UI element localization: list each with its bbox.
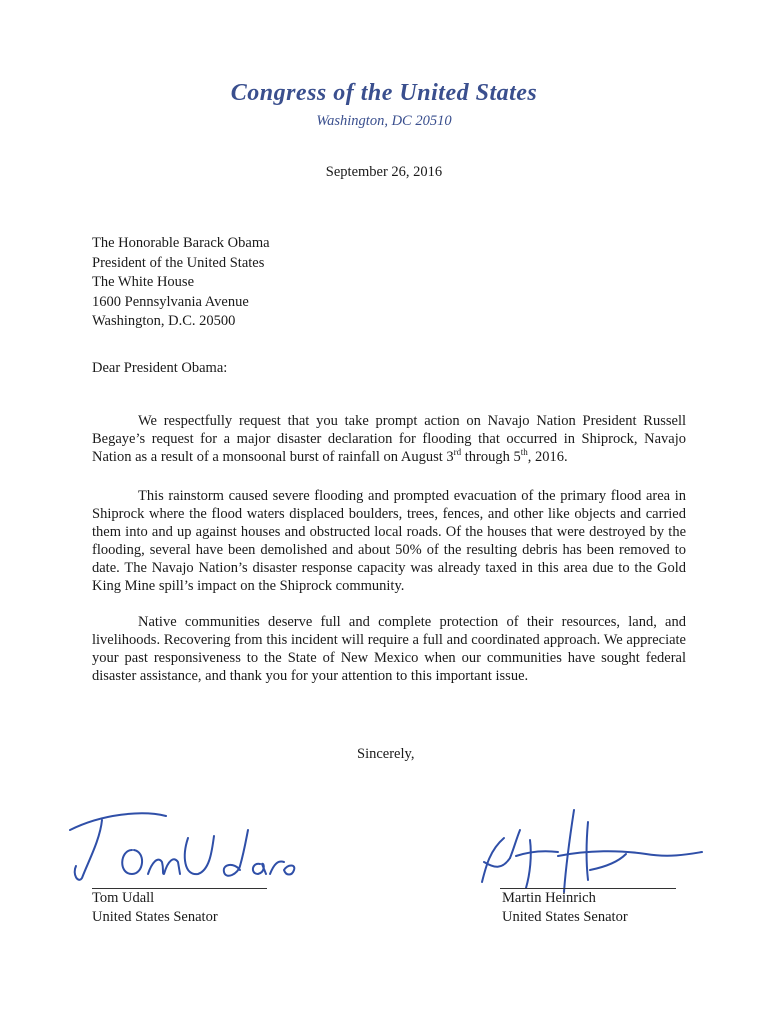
signer-name: Martin Heinrich: [502, 890, 596, 906]
paragraph-text: We respectfully request that you take prompt action on Navajo Nation President Russell Begaye’s request for a major disaster declaration for flooding that occurred in Shiprock, Navajo Nation as a result of a monsoonal burst of rainfall on August 3: [92, 413, 686, 465]
letter-date: September 26, 2016: [325, 164, 443, 180]
signer-name: Tom Udall: [92, 890, 155, 906]
body-paragraph-3: Native communities deserve full and complete protection of their resources, land, and livelihoods. Recovering from this incident will require a full and coordinated approach. We appreciate your past responsiveness to the State of New Mexico when our communities have sought federal disaster assistance, and thank you for your attention to this important issue.: [92, 614, 686, 684]
recipient-line: 1600 Pennsylvania Avenue: [92, 293, 249, 310]
signature-tom-udall: [62, 800, 302, 890]
letterhead-address: Washington, DC 20510: [316, 113, 452, 129]
signer-title: United States Senator: [502, 909, 628, 925]
signer-title: United States Senator: [92, 909, 218, 925]
recipient-line: The White House: [92, 274, 195, 290]
ordinal-suffix: th: [520, 447, 528, 458]
recipient-line: President of the United States: [92, 254, 265, 271]
paragraph-text: , 2016.: [527, 449, 568, 465]
salutation: Dear President Obama:: [92, 360, 228, 376]
signature-line: [92, 888, 267, 889]
body-paragraph-1: [92, 412, 686, 466]
body-paragraph-2: This rainstorm caused severe flooding and prompted evacuation of the primary flood area in Shiprock where the flood waters displaced boulders, trees, fences, and other like objects and carried them into and up against houses and obstructed local roads. Of the houses that were destroyed by the flooding, several have been demolished and about 50% of the resulting debris has been removed to date. The Navajo Nation’s disaster response capacity was already taxed in this area due to the Gold King Mine spill’s impact on the Shiprock community.: [92, 488, 686, 594]
recipient-line: The Honorable Barack Obama: [92, 235, 270, 251]
recipient-line: Washington, D.C. 20500: [92, 313, 236, 329]
ordinal-suffix: rd: [453, 447, 462, 458]
signature-line: [500, 888, 676, 889]
signature-martin-heinrich: [470, 800, 710, 900]
recipient-address: [92, 234, 270, 332]
closing: Sincerely,: [357, 746, 415, 762]
letterhead-title: Congress of the United States: [230, 80, 538, 106]
paragraph-text: through 5: [461, 449, 521, 465]
